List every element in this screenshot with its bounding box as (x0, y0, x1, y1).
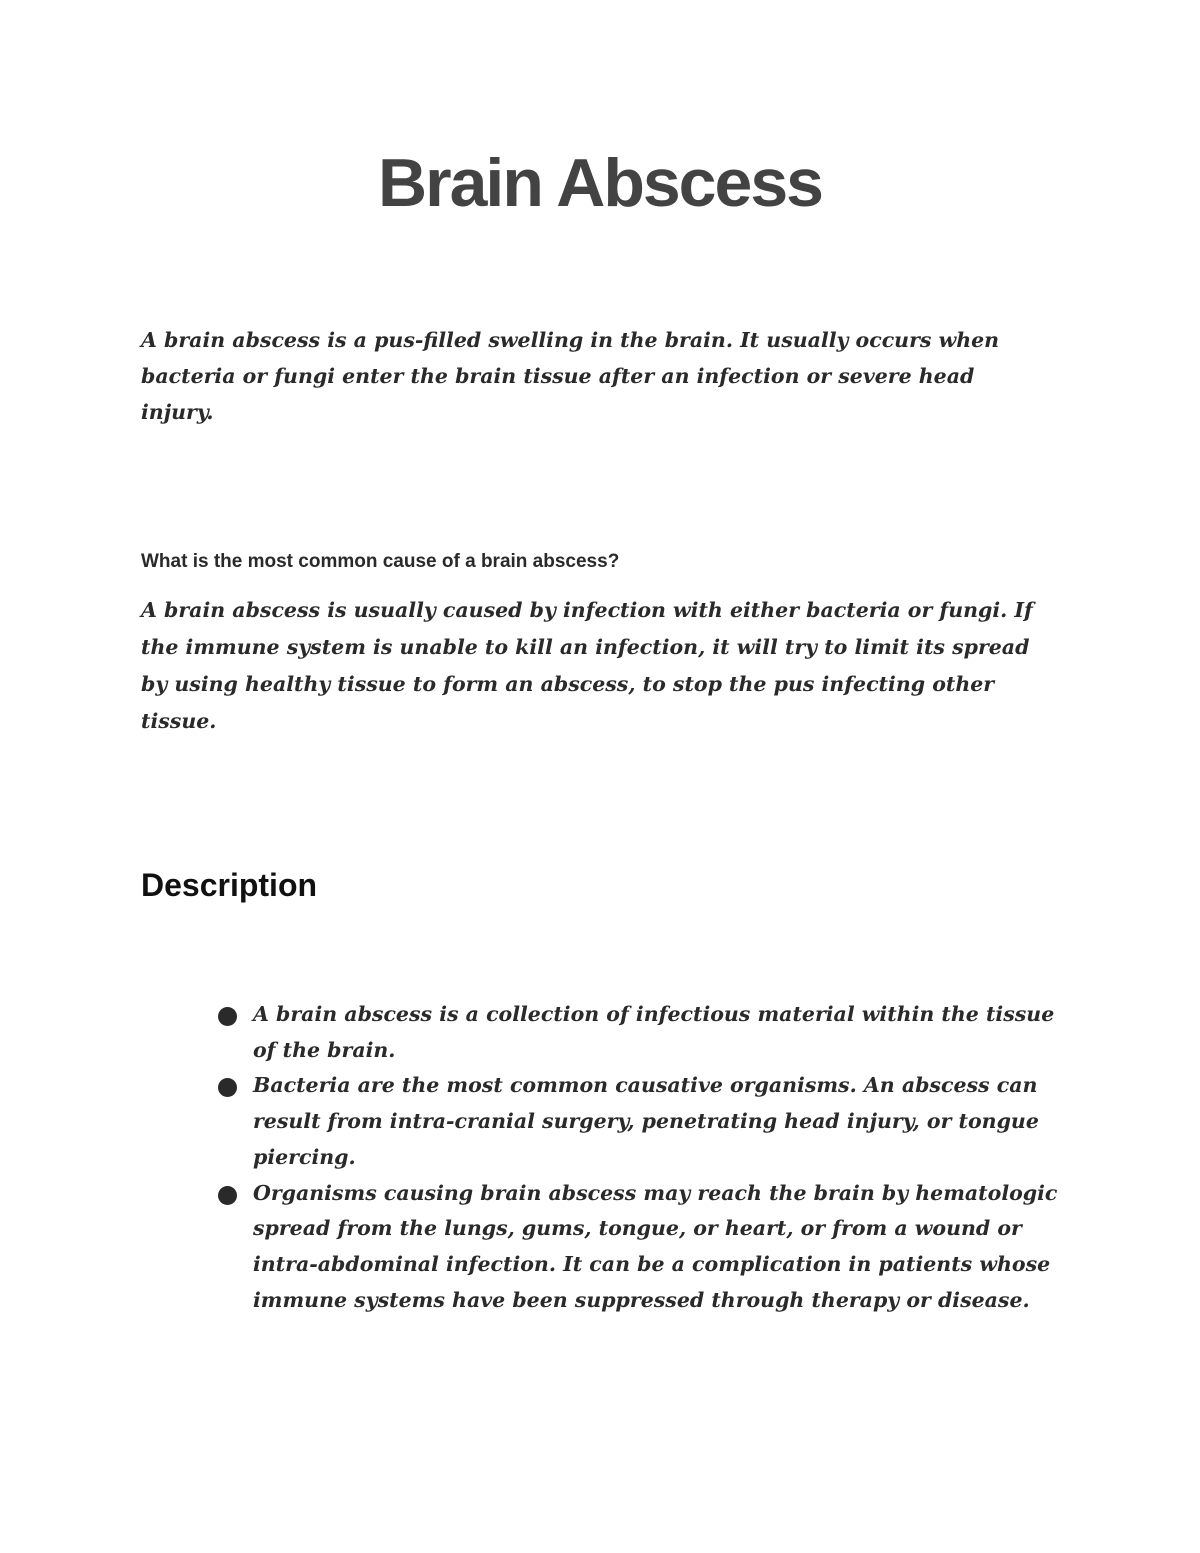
page-title: Brain Abscess (378, 145, 822, 221)
description-bullet-list (218, 997, 1058, 1318)
bullet-text: Organisms causing brain abscess may reach the brain by hematologic spread from the lungs, gums, tongue, or heart, or from a wound or intra-abdominal infection. It can be a complication in patients whose immune systems have been suppressed through therapy or disease. (253, 1180, 1058, 1312)
bullet-item (218, 997, 1058, 1068)
question-heading: What is the most common cause of a brain abscess? (141, 551, 620, 572)
bullet-item (218, 1176, 1058, 1319)
bullet-item (218, 1068, 1058, 1175)
description-heading: Description (141, 867, 318, 903)
answer-paragraph: A brain abscess is usually caused by infection with either bacteria or fungi. If the immune system is unable to kill an infection, it will try to limit its spread by using healthy tissue to form an abscess, to stop the pus infecting other tissue. (141, 598, 1033, 733)
bullet-dot-icon (218, 1186, 237, 1205)
bullet-text: Bacteria are the most common causative organisms. An abscess can result from intra-cranial surgery, penetrating head injury, or tongue piercing. (253, 1073, 1039, 1169)
bullet-dot-icon (218, 1078, 237, 1097)
bullet-dot-icon (218, 1007, 237, 1026)
intro-paragraph: A brain abscess is a pus-filled swelling in the brain. It usually occurs when bacteria or fungi enter the brain tissue after an infection or severe head injury. (141, 328, 1000, 424)
bullet-text: A brain abscess is a collection of infectious material within the tissue of the brain. (253, 1002, 1055, 1062)
